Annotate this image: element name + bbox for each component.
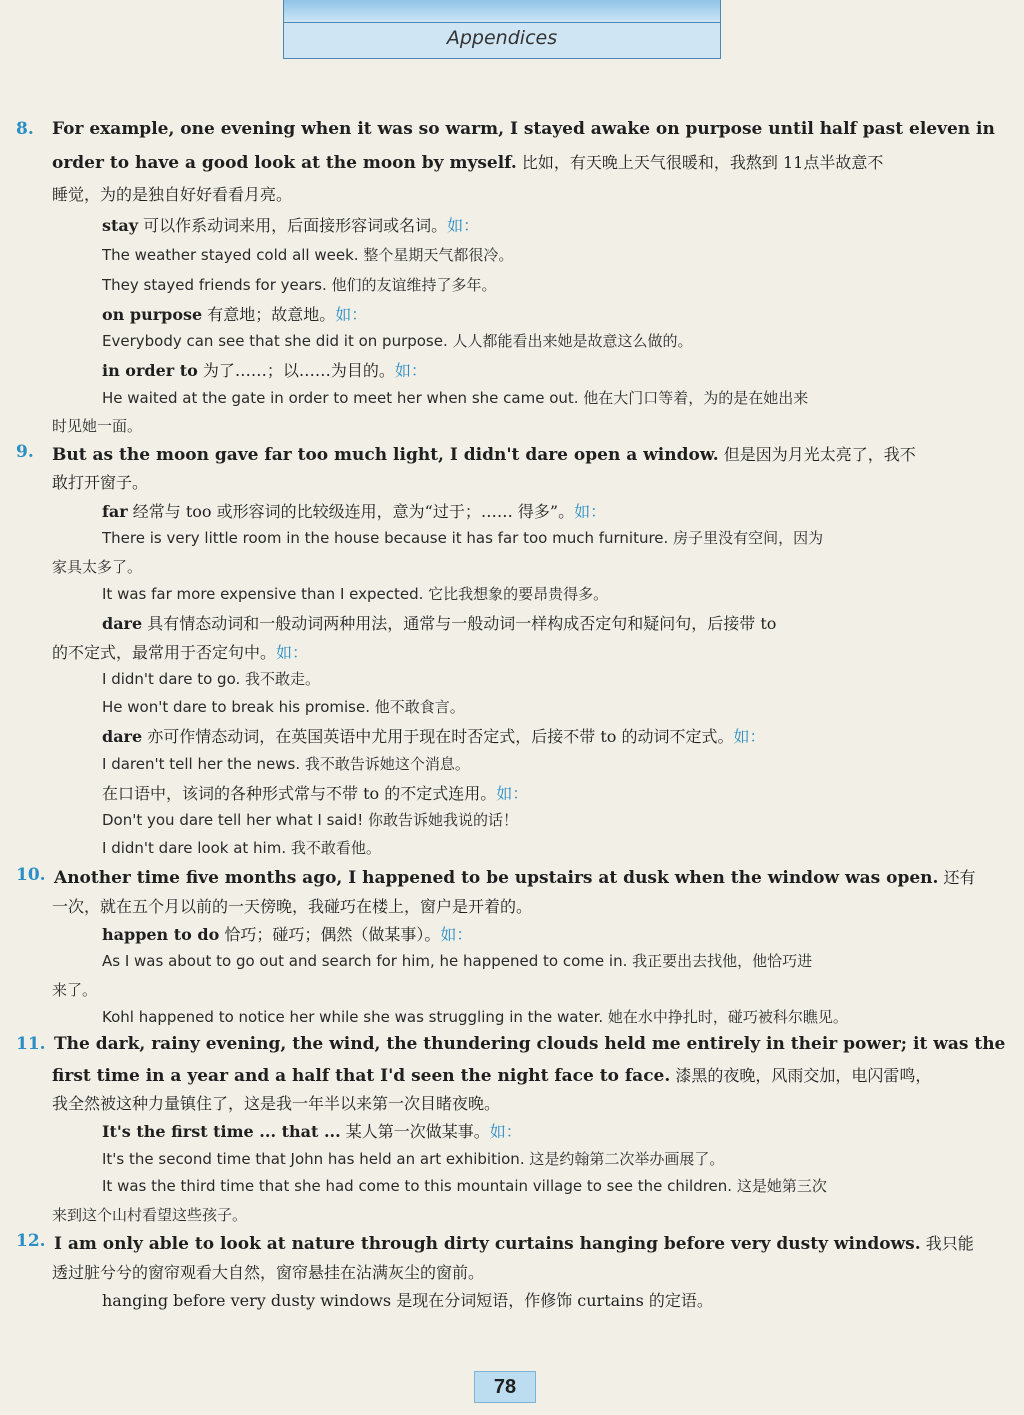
example-sentence-cont: 家具太多了。: [52, 558, 143, 576]
example-sentence: It's the second time that John has held an art exhibition. 这是约翰第二次举办画展了。: [102, 1150, 725, 1168]
item-translation: 睡觉，为的是独自好好看看月亮。: [52, 185, 293, 204]
note-line-cont: 的不定式，最常用于否定句中。如：: [52, 643, 309, 662]
item-translation: 透过脏兮兮的窗帘观看大自然，窗帘悬挂在沾满灰尘的窗前。: [52, 1263, 485, 1282]
item-sentence: For example, one evening when it was so warm, I stayed awake on purpose until half past eleven in: [52, 119, 995, 139]
example-sentence: They stayed friends for years. 他们的友谊维持了多年。: [102, 276, 497, 294]
note-line: It's the first time ... that ... 某人第一次做某事。如：: [102, 1122, 522, 1141]
section-header-tab: [283, 0, 721, 59]
note-line: stay 可以作系动词来用，后面接形容词或名词。如：: [102, 216, 480, 235]
example-sentence: Kohl happened to notice her while she was struggling in the water. 她在水中挣扎时，碰巧被科尔瞧见。: [102, 1008, 848, 1026]
item-sentence-line: Another time five months ago, I happened to be upstairs at dusk when the window was open. 还有: [54, 868, 976, 888]
note-line: dare 亦可作情态动词，在英国英语中尤用于现在时否定式，后接不带 to 的动词不定式。如：: [102, 727, 766, 746]
example-sentence: Everybody can see that she did it on purpose. 人人都能看出来她是故意这么做的。: [102, 332, 693, 350]
header-decoration: [284, 0, 720, 23]
item-sentence: The dark, rainy evening, the wind, the thundering clouds held me entirely in their power; it was the: [54, 1034, 1006, 1054]
item-sentence-line: I am only able to look at nature through dirty curtains hanging before very dusty windows. 我只能: [54, 1234, 974, 1254]
note-line: dare 具有情态动词和一般动词两种用法，通常与一般动词一样构成否定句和疑问句，后接带 to: [102, 614, 777, 633]
example-sentence: As I was about to go out and search for him, he happened to come in. 我正要出去找他，他恰巧进: [102, 952, 813, 970]
example-sentence: He won't dare to break his promise. 他不敢食言。: [102, 698, 465, 716]
item-sentence-line: first time in a year and a half that I'd seen the night face to face. 漆黑的夜晚，风雨交加，电闪雷鸣，: [52, 1066, 932, 1086]
item-translation: 一次，就在五个月以前的一天傍晚，我碰巧在楼上，窗户是开着的。: [52, 897, 533, 916]
example-sentence: I daren't tell her the news. 我不敢告诉她这个消息。: [102, 755, 470, 773]
note-line: in order to 为了……；以……为目的。如：: [102, 361, 427, 380]
item-number: 12.: [16, 1231, 46, 1251]
item-sentence-line: order to have a good look at the moon by myself. 比如，有天晚上天气很暖和，我熬到 11点半故意不: [52, 153, 884, 173]
note-line: hanging before very dusty windows 是现在分词短语，作修饰 curtains 的定语。: [102, 1291, 713, 1310]
note-line: 在口语中，该词的各种形式常与不带 to 的不定式连用。如：: [102, 784, 529, 803]
example-sentence: There is very little room in the house because it has far too much furniture. 房子里没有空间，因为: [102, 529, 824, 547]
item-number: 11.: [16, 1034, 46, 1054]
example-sentence: I didn't dare look at him. 我不敢看他。: [102, 839, 381, 857]
example-sentence: Don't you dare tell her what I said! 你敢告诉她我说的话！: [102, 811, 519, 829]
example-sentence: It was the third time that she had come to this mountain village to see the children. 这是她第三次: [102, 1177, 827, 1195]
item-sentence-line: But as the moon gave far too much light, I didn't dare open a window. 但是因为月光太亮了，我不: [52, 445, 916, 465]
note-line: happen to do 恰巧；碰巧；偶然（做某事）。如：: [102, 925, 473, 944]
example-sentence: I didn't dare to go. 我不敢走。: [102, 670, 321, 688]
example-sentence-cont: 时见她一面。: [52, 417, 143, 435]
item-number: 10.: [16, 865, 46, 885]
section-title: Appendices: [446, 27, 558, 49]
item-translation: 我全然被这种力量镇住了，这是我一年半以来第一次目睹夜晚。: [52, 1094, 501, 1113]
example-sentence-cont: 来到这个山村看望这些孩子。: [52, 1206, 248, 1224]
example-sentence: He waited at the gate in order to meet her when she came out. 他在大门口等着，为的是在她出来: [102, 389, 809, 407]
item-translation: 敢打开窗子。: [52, 473, 149, 492]
note-line: far 经常与 too 或形容词的比较级连用，意为“过于；…… 得多”。如：: [102, 502, 607, 521]
example-sentence-cont: 来了。: [52, 981, 98, 999]
note-line: on purpose 有意地；故意地。如：: [102, 305, 368, 324]
item-number: 9.: [16, 442, 34, 462]
example-sentence: The weather stayed cold all week. 整个星期天气都很冷。: [102, 246, 514, 264]
item-number: 8.: [16, 119, 34, 139]
example-sentence: It was far more expensive than I expected. 它比我想象的要昂贵得多。: [102, 585, 609, 603]
page-number: 78: [474, 1371, 536, 1403]
